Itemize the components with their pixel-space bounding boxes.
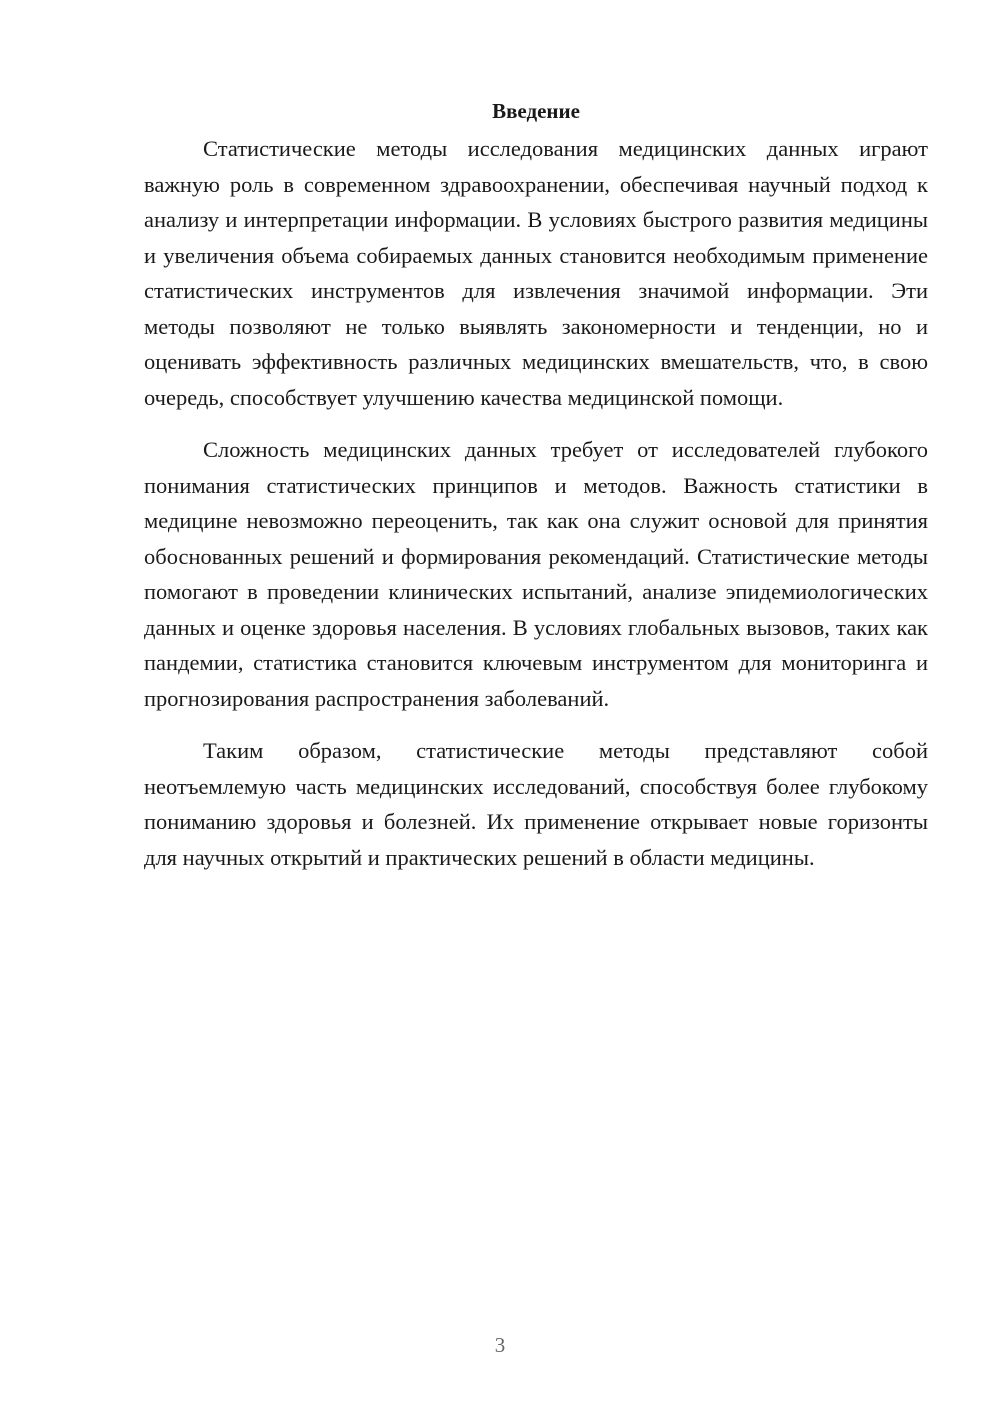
paragraph-1: Статистические методы исследования медицинских данных играют важную роль в современном здравоохранении, обеспечивая научный подход к анализу и интерпретации информации. В условиях быстрого развития медицины и увеличения объема собираемых данных становится необходимым применение статистических инструментов для извлечения значимой информации. Эти методы позволяют не только выявлять закономерности и тенденции, но и оценивать эффективность различных медицинских вмешательств, что, в свою очередь, способствует улучшению качества медицинской помощи. xyxy=(144,136,928,410)
page-number: 3 xyxy=(494,1333,506,1357)
paragraph-3: Таким образом, статистические методы представляют собой неотъемлемую часть медицинских исследований, способствуя более глубокому пониманию здоровья и болезней. Их применение открывает новые горизонты для научных открытий и практических решений в области медицины. xyxy=(144,738,928,870)
paragraph-2: Сложность медицинских данных требует от исследователей глубокого понимания статистических принципов и методов. Важность статистики в медицине невозможно переоценить, так как она служит основой для принятия обоснованных решений и формирования рекомендаций. Статистические методы помогают в проведении клинических испытаний, анализе эпидемиологических данных и оценке здоровья населения. В условиях глобальных вызовов, таких как пандемии, статистика становится ключевым инструментом для мониторинга и прогнозирования распространения заболеваний. xyxy=(144,437,928,711)
document-page xyxy=(144,96,928,892)
section-title: Введение xyxy=(492,99,580,123)
